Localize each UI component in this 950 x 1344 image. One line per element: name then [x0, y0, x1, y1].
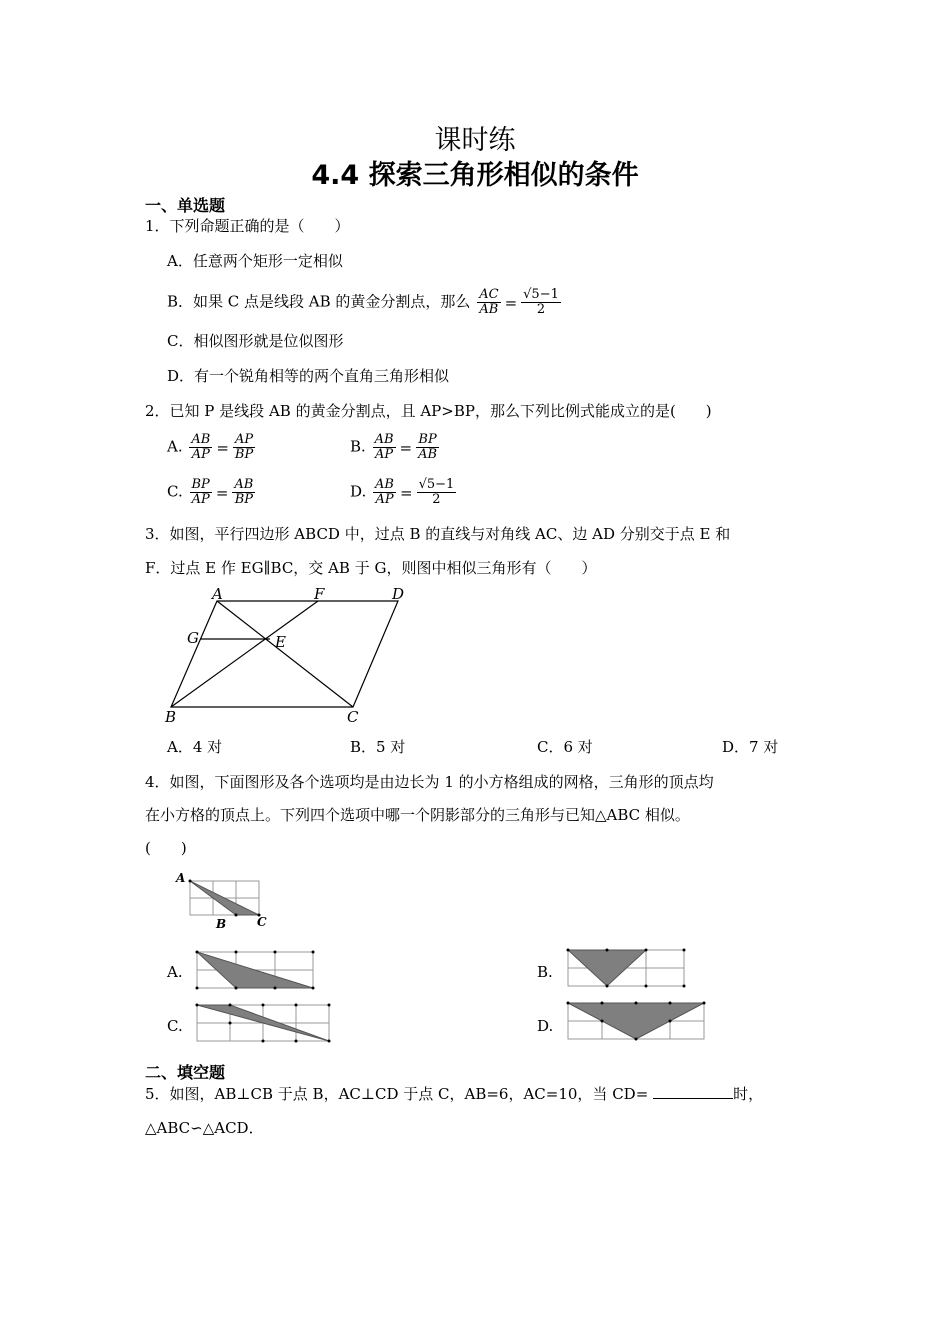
q4-label-c: C — [257, 915, 267, 929]
section-heading-single-choice: 一、单选题 — [145, 196, 226, 215]
q4-option-c-label: C. — [167, 1017, 183, 1035]
q2-option-d: D. $\frac{AB}{AP}$ = $\frac{√5-1}{2}$ — [350, 477, 455, 507]
q1-option-b: B．如果 C 点是线段 AB 的黄金分割点，那么 $\frac{AC}{AB}$ = $\frac{√5-1}{2}$ — [167, 287, 559, 317]
q3-label-g: G — [187, 629, 199, 647]
page-subtitle: 4.4 探索三角形相似的条件 — [311, 160, 639, 191]
q1-option-d: D．有一个锐角相等的两个直角三角形相似 — [167, 367, 450, 385]
q3-label-e: E — [275, 633, 286, 651]
q1-fraction-ac-ab: $\frac{AC}{AB}$ — [479, 287, 499, 317]
q4-option-a-figure — [192, 948, 322, 992]
q3-option-c: C．6 对 — [537, 738, 593, 756]
q4-stem-line1: 4．如图，下面图形及各个选项均是由边长为 1 的小方格组成的网格，三角形的顶点均 — [145, 773, 714, 791]
q3-stem-line1: 3．如图，平行四边形 ABCD 中，过点 B 的直线与对角线 AC、边 AD 分别交于点 E 和 — [145, 525, 731, 543]
q2-option-c: C. $\frac{BP}{AP}$ = $\frac{AB}{BP}$ — [167, 477, 254, 507]
q3-label-b: B — [165, 708, 177, 726]
q5-line1: 5．如图，AB⊥CB 于点 B，AC⊥CD 于点 C，AB=6，AC=10，当 CD= 时， — [145, 1085, 764, 1103]
q4-option-c-figure — [192, 1001, 337, 1047]
q4-option-d-label: D. — [537, 1017, 554, 1035]
q1-option-b-text: B．如果 C 点是线段 AB 的黄金分割点，那么 — [167, 292, 471, 311]
q3-label-a: A — [212, 585, 223, 603]
q1-fraction-golden: $\frac{√5-1}{2}$ — [523, 287, 559, 317]
q3-label-d: D — [392, 585, 405, 603]
section-heading-fill-in: 二、填空题 — [145, 1063, 226, 1082]
q3-stem-line2: F．过点 E 作 EG∥BC，交 AB 于 G，则图中相似三角形有（ ） — [145, 559, 597, 577]
q4-stem-line3: ( ) — [145, 839, 187, 857]
q3-diagonal-ac — [217, 601, 353, 707]
q2-option-a: A. $\frac{AB}{AP}$ = $\frac{AP}{BP}$ — [167, 432, 254, 462]
page-title: 课时练 — [434, 125, 516, 156]
q5-line2: △ABC∽△ACD． — [145, 1119, 264, 1137]
q4-option-d-figure — [563, 998, 711, 1044]
q3-label-f: F — [314, 585, 325, 603]
q1-stem: 1．下列命题正确的是（ ） — [145, 217, 350, 235]
q3-line-bf — [171, 601, 318, 707]
q1-option-c: C．相似图形就是位似图形 — [167, 332, 344, 350]
q4-given-triangle-figure — [170, 868, 280, 932]
q4-label-a: A — [176, 871, 186, 885]
q3-label-c: C — [347, 708, 359, 726]
q1-option-a: A．任意两个矩形一定相似 — [167, 252, 343, 270]
q3-option-b: B．5 对 — [350, 738, 406, 756]
q3-parallelogram-figure — [160, 585, 420, 730]
q4-option-a-label: A. — [167, 963, 183, 981]
q4-label-b: B — [216, 917, 227, 931]
q3-option-a: A．4 对 — [167, 738, 223, 756]
q2-option-b: B. $\frac{AB}{AP}$ = $\frac{BP}{AB}$ — [350, 432, 438, 462]
q4-option-b-label: B. — [537, 963, 553, 981]
q3-option-d: D．7 对 — [722, 738, 779, 756]
q5-answer-blank[interactable] — [653, 1084, 733, 1099]
q4-stem-line2: 在小方格的顶点上。下列四个选项中哪一个阴影部分的三角形与已知△ABC 相似。 — [145, 806, 690, 824]
q4-option-b-figure — [563, 945, 689, 991]
q2-stem: 2．已知 P 是线段 AB 的黄金分割点，且 AP>BP，那么下列比例式能成立的是( ) — [145, 402, 712, 420]
